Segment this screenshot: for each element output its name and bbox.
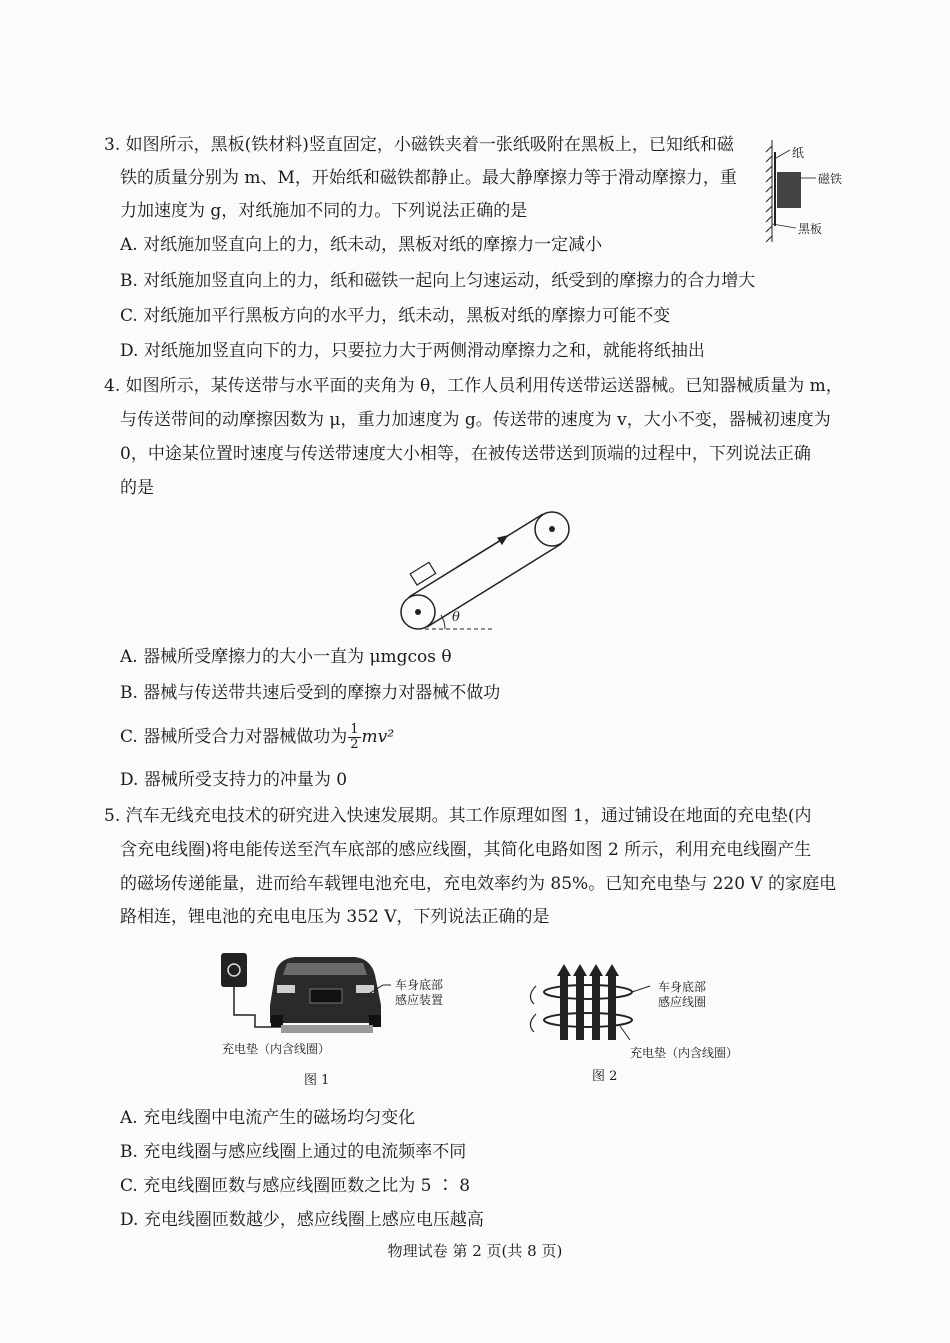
q5-fig2-coils <box>520 962 660 1046</box>
q4-option-c-suffix: mv² <box>361 727 395 747</box>
magnet-block <box>777 172 801 208</box>
q5-fig1-label-pad: 充电垫（内含线圈） <box>222 1042 331 1056</box>
q4-option-b: B. 器械与传送带共速后受到的摩擦力对器械不做功 <box>120 683 501 703</box>
q4-option-d: D. 器械所受支持力的冲量为 0 <box>120 770 348 790</box>
q5-option-b: B. 充电线圈与感应线圈上通过的电流频率不同 <box>120 1142 467 1162</box>
q5-stem-line-4: 路相连，锂电池的充电电压为 352 V，下列说法正确的是 <box>120 907 550 927</box>
q3-label-magnet: 磁铁 <box>818 172 843 186</box>
blackboard-hatching <box>766 140 772 242</box>
q5-fig1-label-top-2: 感应装置 <box>395 993 444 1007</box>
induction-coil <box>544 985 632 999</box>
fraction-numerator: 1 <box>350 722 359 737</box>
q4-stem-line-3: 0，中途某位置时速度与传送带速度大小相等，在被传送带送到顶端的过程中，下列说法正确 <box>120 444 811 464</box>
charging-pad <box>281 1025 373 1033</box>
q5-option-a: A. 充电线圈中电流产生的磁场均匀变化 <box>120 1108 416 1128</box>
q5-stem-line-1: 5. 汽车无线充电技术的研究进入快速发展期。其工作原理如图 1，通过铺设在地面的充电垫(内 <box>104 806 812 826</box>
page-footer: 物理试卷 第 2 页(共 8 页) <box>387 1242 563 1260</box>
q4-stem-line-4: 的是 <box>120 478 154 498</box>
q4-option-c-fraction <box>348 723 360 752</box>
q5-option-d: D. 充电线圈匝数越少，感应线圈上感应电压越高 <box>120 1210 484 1230</box>
q4-option-a: A. 器械所受摩擦力的大小一直为 μmgcos θ <box>120 647 452 667</box>
q5-stem-line-3: 的磁场传递能量，进而给车载锂电池充电，充电效率约为 85%。已知充电垫与 220 V 的家庭电 <box>120 874 837 894</box>
q4-angle-label: θ <box>452 610 460 625</box>
motion-arrow <box>457 536 507 567</box>
q4-conveyor-figure <box>395 505 595 635</box>
equipment-box <box>410 562 436 585</box>
car-icon <box>270 957 381 1027</box>
q5-fig2-label-pad: 充电垫（内含线圈） <box>630 1046 739 1060</box>
q5-fig1-caption: 图 1 <box>304 1073 330 1088</box>
q5-fig2-caption: 图 2 <box>592 1069 618 1084</box>
q3-label-paper: 纸 <box>792 146 805 160</box>
q5-stem-line-2: 含充电线圈)将电能传送至汽车底部的感应线圈，其简化电路如图 2 所示，利用充电线圈产生 <box>120 840 812 860</box>
belt-lower <box>427 544 561 627</box>
q4-stem-line-2: 与传送带间的动摩擦因数为 μ，重力加速度为 g。传送带的速度为 v，大小不变，器械初速度为 <box>120 410 831 430</box>
q3-stem-line-2: 铁的质量分别为 m、M，开始纸和磁铁都静止。最大静摩擦力等于滑动摩擦力，重 <box>120 168 737 188</box>
q5-fig2-label-top-1: 车身底部 <box>658 980 707 994</box>
q3-option-c: C. 对纸施加平行黑板方向的水平力，纸未动，黑板对纸的摩擦力可能不变 <box>120 306 671 326</box>
q5-fig2-label-top-2: 感应线圈 <box>658 995 707 1009</box>
q5-fig1-label-top-1: 车身底部 <box>395 978 444 992</box>
q3-option-b: B. 对纸施加竖直向上的力，纸和磁铁一起向上匀速运动，纸受到的摩擦力的合力增大 <box>120 271 756 291</box>
q3-stem-line-3: 力加速度为 g，对纸施加不同的力。下列说法正确的是 <box>120 201 528 221</box>
q5-option-c: C. 充电线圈匝数与感应线圈匝数之比为 5 ∶ 8 <box>120 1176 471 1196</box>
q4-option-c-prefix: C. 器械所受合力对器械做功为 <box>120 727 348 747</box>
q4-option-c <box>120 722 394 752</box>
field-arrows-icon <box>557 964 619 1040</box>
wall-charger-icon <box>221 953 247 987</box>
q3-stem-line-1: 3. 如图所示，黑板(铁材料)竖直固定，小磁铁夹着一张纸吸附在黑板上，已知纸和磁 <box>104 135 734 155</box>
charging-coil <box>544 1013 632 1027</box>
q3-label-board: 黑板 <box>798 222 823 236</box>
q3-option-a: A. 对纸施加竖直向上的力，纸未动，黑板对纸的摩擦力一定减小 <box>120 235 603 255</box>
q4-stem-line-1: 4. 如图所示，某传送带与水平面的夹角为 θ，工作人员利用传送带运送器械。已知器械质量为 m， <box>104 376 843 396</box>
fraction-denominator: 2 <box>350 737 359 752</box>
q3-option-d: D. 对纸施加竖直向下的力，只要拉力大于两侧滑动摩擦力之和，就能将纸抽出 <box>120 341 705 361</box>
